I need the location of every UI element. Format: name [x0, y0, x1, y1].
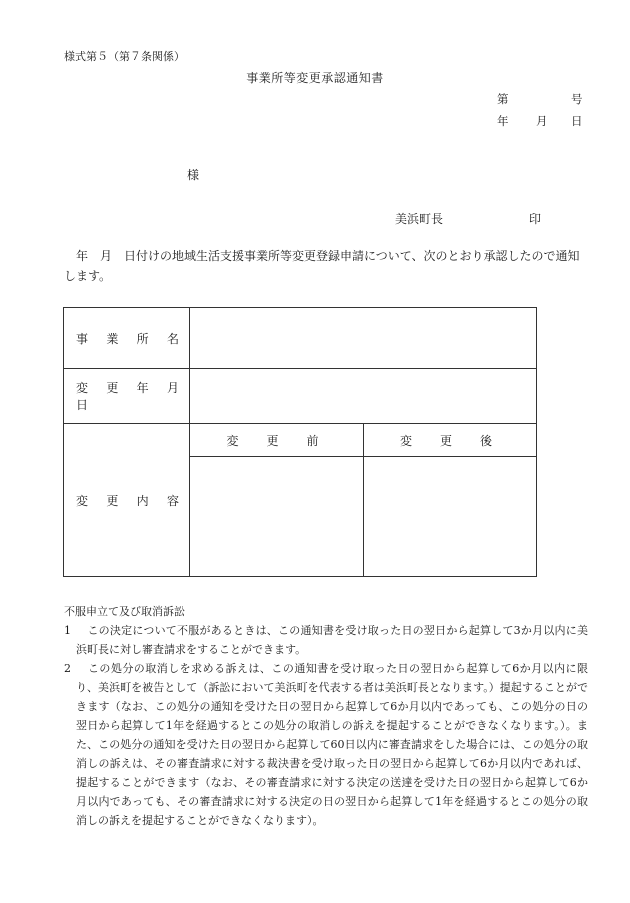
change-content-header-row — [64, 424, 537, 457]
appeal-section — [64, 602, 588, 830]
date-month-label: 月 — [536, 114, 548, 128]
appeal-item-text: この決定について不服があるときは、この通知書を受け取った日の翌日から起算して3か月以内に美浜町長に対し審査請求をすることができます。 — [76, 624, 589, 656]
after-cell — [364, 457, 537, 577]
business-name-label: 事 業 所 名 — [64, 308, 190, 369]
after-header: 変 更 後 — [364, 424, 537, 457]
change-date-row — [64, 369, 537, 424]
issuer-name: 美浜町長 — [395, 212, 444, 226]
change-details-table — [63, 307, 537, 577]
seal-mark: 印 — [529, 212, 542, 226]
appeal-heading: 不服申立て及び取消訴訟 — [64, 605, 185, 618]
number-prefix: 第 — [497, 92, 509, 106]
business-name-cell — [190, 308, 537, 369]
date-year-label: 年 — [497, 114, 509, 128]
business-name-row — [64, 308, 537, 369]
change-content-label: 変 更 内 容 — [64, 424, 190, 577]
appeal-item-2 — [64, 659, 588, 830]
form-label: 様式第５（第７条関係） — [64, 50, 185, 63]
appeal-item-1 — [64, 621, 588, 659]
number-suffix: 号 — [571, 92, 583, 106]
change-date-label: 変 更 年 月 日 — [64, 369, 190, 424]
addressee-suffix: 様 — [187, 168, 200, 182]
document-title: 事業所等変更承認通知書 — [246, 71, 384, 85]
appeal-item-text: この処分の取消しを求める訴えは、この通知書を受け取った日の翌日から起算して6か月以内に限り、美浜町を被告として（訴訟において美浜町を代表する者は美浜町長となります。）提起することができます（なお、この処分の通知を受けた日の翌日から起算して6か月以内であっても、この処分の日の翌日から起算して1年を経過するとこの処分の取消しの訴えを提起することができなくなります。）。また、この処分の通知を受けた日の翌日から起算して60日以内に審査請求をした場合には、この処分の取消しの訴えは、その審査請求に対する裁決書を受け取った日の翌日から起算して6か月以内であれば、提起することができます（なお、その審査請求に対する決定の送達を受けた日の翌日から起算して6か月以内であっても、その審査請求に対する決定の日の翌日から起算して1年を経過するとこの処分の取消しの訴えを提起することができなくなります）。 — [76, 662, 588, 827]
before-cell — [190, 457, 364, 577]
before-header: 変 更 前 — [190, 424, 364, 457]
date-day-label: 日 — [571, 114, 583, 128]
change-date-cell — [190, 369, 537, 424]
appeal-item-number: 1 — [64, 624, 71, 637]
notice-body: 年 月 日付けの地域生活支援事業所等変更登録申請について、次のとおり承認したので通知します。 — [64, 249, 580, 283]
appeal-item-number: 2 — [64, 662, 71, 675]
